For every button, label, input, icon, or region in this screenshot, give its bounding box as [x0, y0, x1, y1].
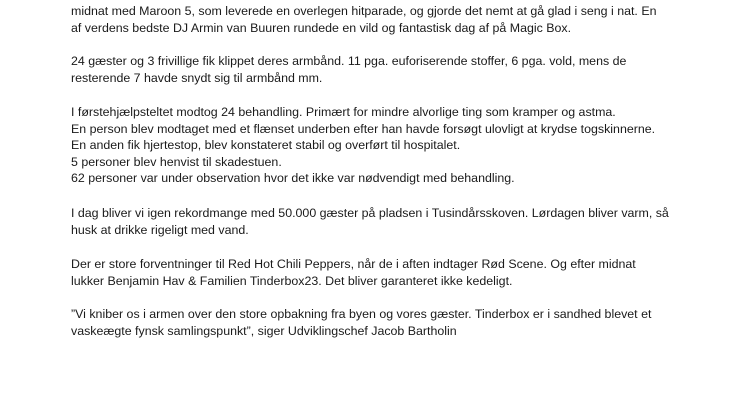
paragraph-first-aid: [71, 104, 681, 187]
text-line: I førstehjælpsteltet modtog 24 behandling. Primært for mindre alvorlige ting som kramper og astma.: [71, 105, 616, 119]
paragraph-concert-recap: [71, 3, 681, 36]
text-line: 24 gæster og 3 frivillige fik klippet deres armbånd. 11 pga. euforiserende stoffer, 6 pga. vold, mens de: [71, 54, 627, 68]
text-line: En anden fik hjertestop, blev konstateret stabil og overført til hospitalet.: [71, 138, 461, 153]
text-line: I dag bliver vi igen rekordmange med 50.000 gæster på pladsen i Tusindårsskoven. Lørdagen bliver varm, så: [71, 206, 669, 220]
text-line: midnat med Maroon 5, som leverede en overlegen hitparade, og gjorde det nemt at gå glad i seng i nat. En: [71, 4, 657, 18]
text-line: En person blev modtaget med et flænset underben efter han havde forsøgt ulovligt at krydse togskinnerne.: [71, 121, 656, 136]
text-line: af verdens bedste DJ Armin van Buuren rundede en vild og fantastisk dag af på Magic Box.: [71, 20, 572, 35]
text-line: resterende 7 havde snydt sig til armbånd mm.: [71, 70, 323, 85]
text-line: ”Vi kniber os i armen over den store opbakning fra byen og vores gæster. Tinderbox er i sandhed blevet et: [71, 307, 652, 321]
paragraph-today-guests: [71, 205, 681, 238]
text-line: Der er store forventninger til Red Hot Chili Peppers, når de i aften indtager Rød Scene. Og efter midnat: [71, 257, 636, 271]
text-line: lukker Benjamin Hav & Familien Tinderbox23. Det bliver garanteret ikke kedeligt.: [71, 273, 513, 288]
paragraph-wristbands: [71, 53, 681, 86]
paragraph-expectations: [71, 256, 681, 289]
paragraph-quote: [71, 306, 681, 339]
text-line: vaskeægte fynsk samlingspunkt”, siger Udviklingschef Jacob Bartholin: [71, 323, 457, 338]
text-line: 5 personer blev henvist til skadestuen.: [71, 154, 282, 169]
text-line: 62 personer var under observation hvor det ikke var nødvendigt med behandling.: [71, 171, 515, 186]
text-line: husk at drikke rigeligt med vand.: [71, 222, 249, 237]
